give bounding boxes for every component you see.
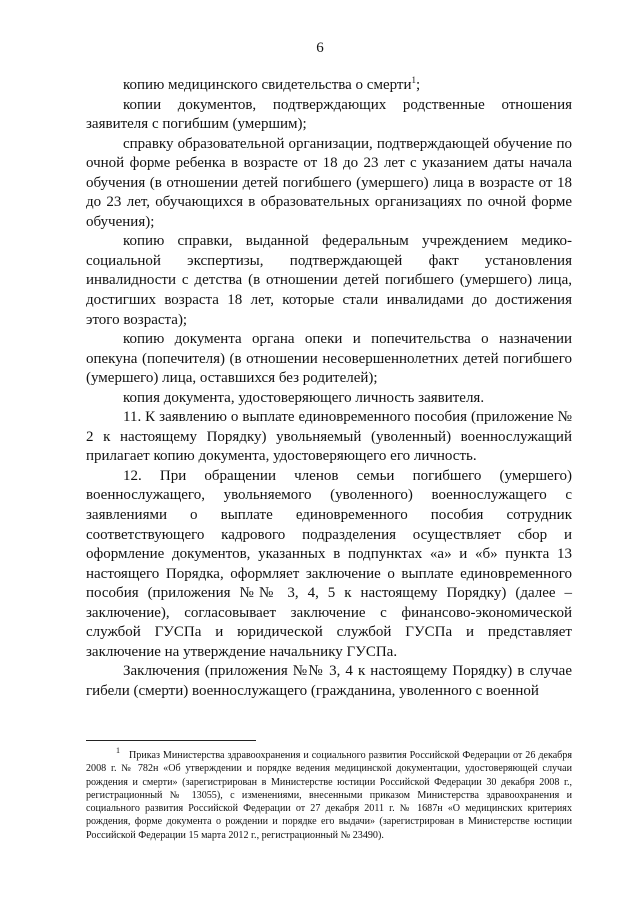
paragraph-1 — [86, 76, 572, 96]
footnote-reference: 1 — [411, 75, 416, 85]
paragraph-text: копию медицинского свидетельства о смерти — [123, 77, 412, 93]
body-text — [86, 76, 572, 702]
paragraph-2: копии документов, подтверждающих родственные отношения заявителя с погибшим (умершим); — [86, 96, 572, 133]
paragraph-5: копию документа органа опеки и попечительства о назначении опекуна (попечителя) (в отношении несовершеннолетних детей погибшего (умершего) лица, оставшихся без родителей); — [86, 331, 572, 387]
footnote — [86, 746, 572, 842]
footnote-separator — [86, 740, 256, 741]
paragraph-4: копию справки, выданной федеральным учреждением медико-социальной экспертизы, подтверждающей факт установления инвалидности с детства (в отношении детей погибшего (умершего) лица, достигших возраста 18 лет, которые стали инвалидами до достижения этого возраста); — [86, 233, 572, 328]
paragraph-6: копия документа, удостоверяющего личность заявителя. — [123, 389, 485, 406]
page-number: 6 — [316, 40, 324, 56]
paragraph-7: 11. К заявлению о выплате единовременного пособия (приложение № 2 к настоящему Порядку) увольняемый (уволенный) военнослужащий прилагает копию документа, удостоверяющего его личность. — [86, 409, 572, 465]
footnote-text: Приказ Министерства здравоохранения и социального развития Российской Федерации от 26 декабря 2008 г. № 782н «Об утверждении и порядке ведения медицинской документации, удостоверяющей случаи рождения и смерти» (зарегистрирован в Министерстве юстиции Российской Федерации 30 декабря 2008 г., регистрационный № 13055), с изменениями, внесенными приказом Министерства здравоохранения и социального развития Российской Федерации от 27 декабря 2011 г. № 1687н «О медицинских критериях рождения, форме документа о рождении и порядке его выдачи» (зарегистрирован в Министерстве юстиции Российской Федерации 15 марта 2012 г., регистрационный № 23490). — [86, 750, 572, 841]
paragraph-punctuation: ; — [416, 77, 421, 93]
paragraph-8: 12. При обращении членов семьи погибшего (умершего) военнослужащего, увольняемого (уволенного) военнослужащего с заявлениями о выплате единовременного пособия сотрудник соответствующего кадрового подразделения осуществляет сбор и оформление документов, указанных в подпунктах «а» и «б» пункта 13 настоящего Порядка, оформляет заключение о выплате единовременного пособия (приложения №№ 3, 4, 5 к настоящему Порядку) (далее – заключение), согласовывает заключение с финансово-экономической службой ГУСПа и юридической службой ГУСПа и представляет заключение на утверждение начальнику ГУСПа. — [86, 467, 572, 660]
paragraph-9: Заключения (приложения №№ 3, 4 к настоящему Порядку) в случае гибели (смерти) военнослужащего (гражданина, уволенного с военной — [86, 663, 572, 699]
paragraph-3: справку образовательной организации, подтверждающей обучение по очной форме ребенка в возрасте от 18 до 23 лет с указанием даты начала обучения (в отношении детей погибшего (умершего) лица в возрасте от 18 до 23 лет, обучающихся в образовательных организациях по очной форме обучения); — [86, 135, 572, 230]
footnote-mark: 1 — [116, 746, 120, 755]
